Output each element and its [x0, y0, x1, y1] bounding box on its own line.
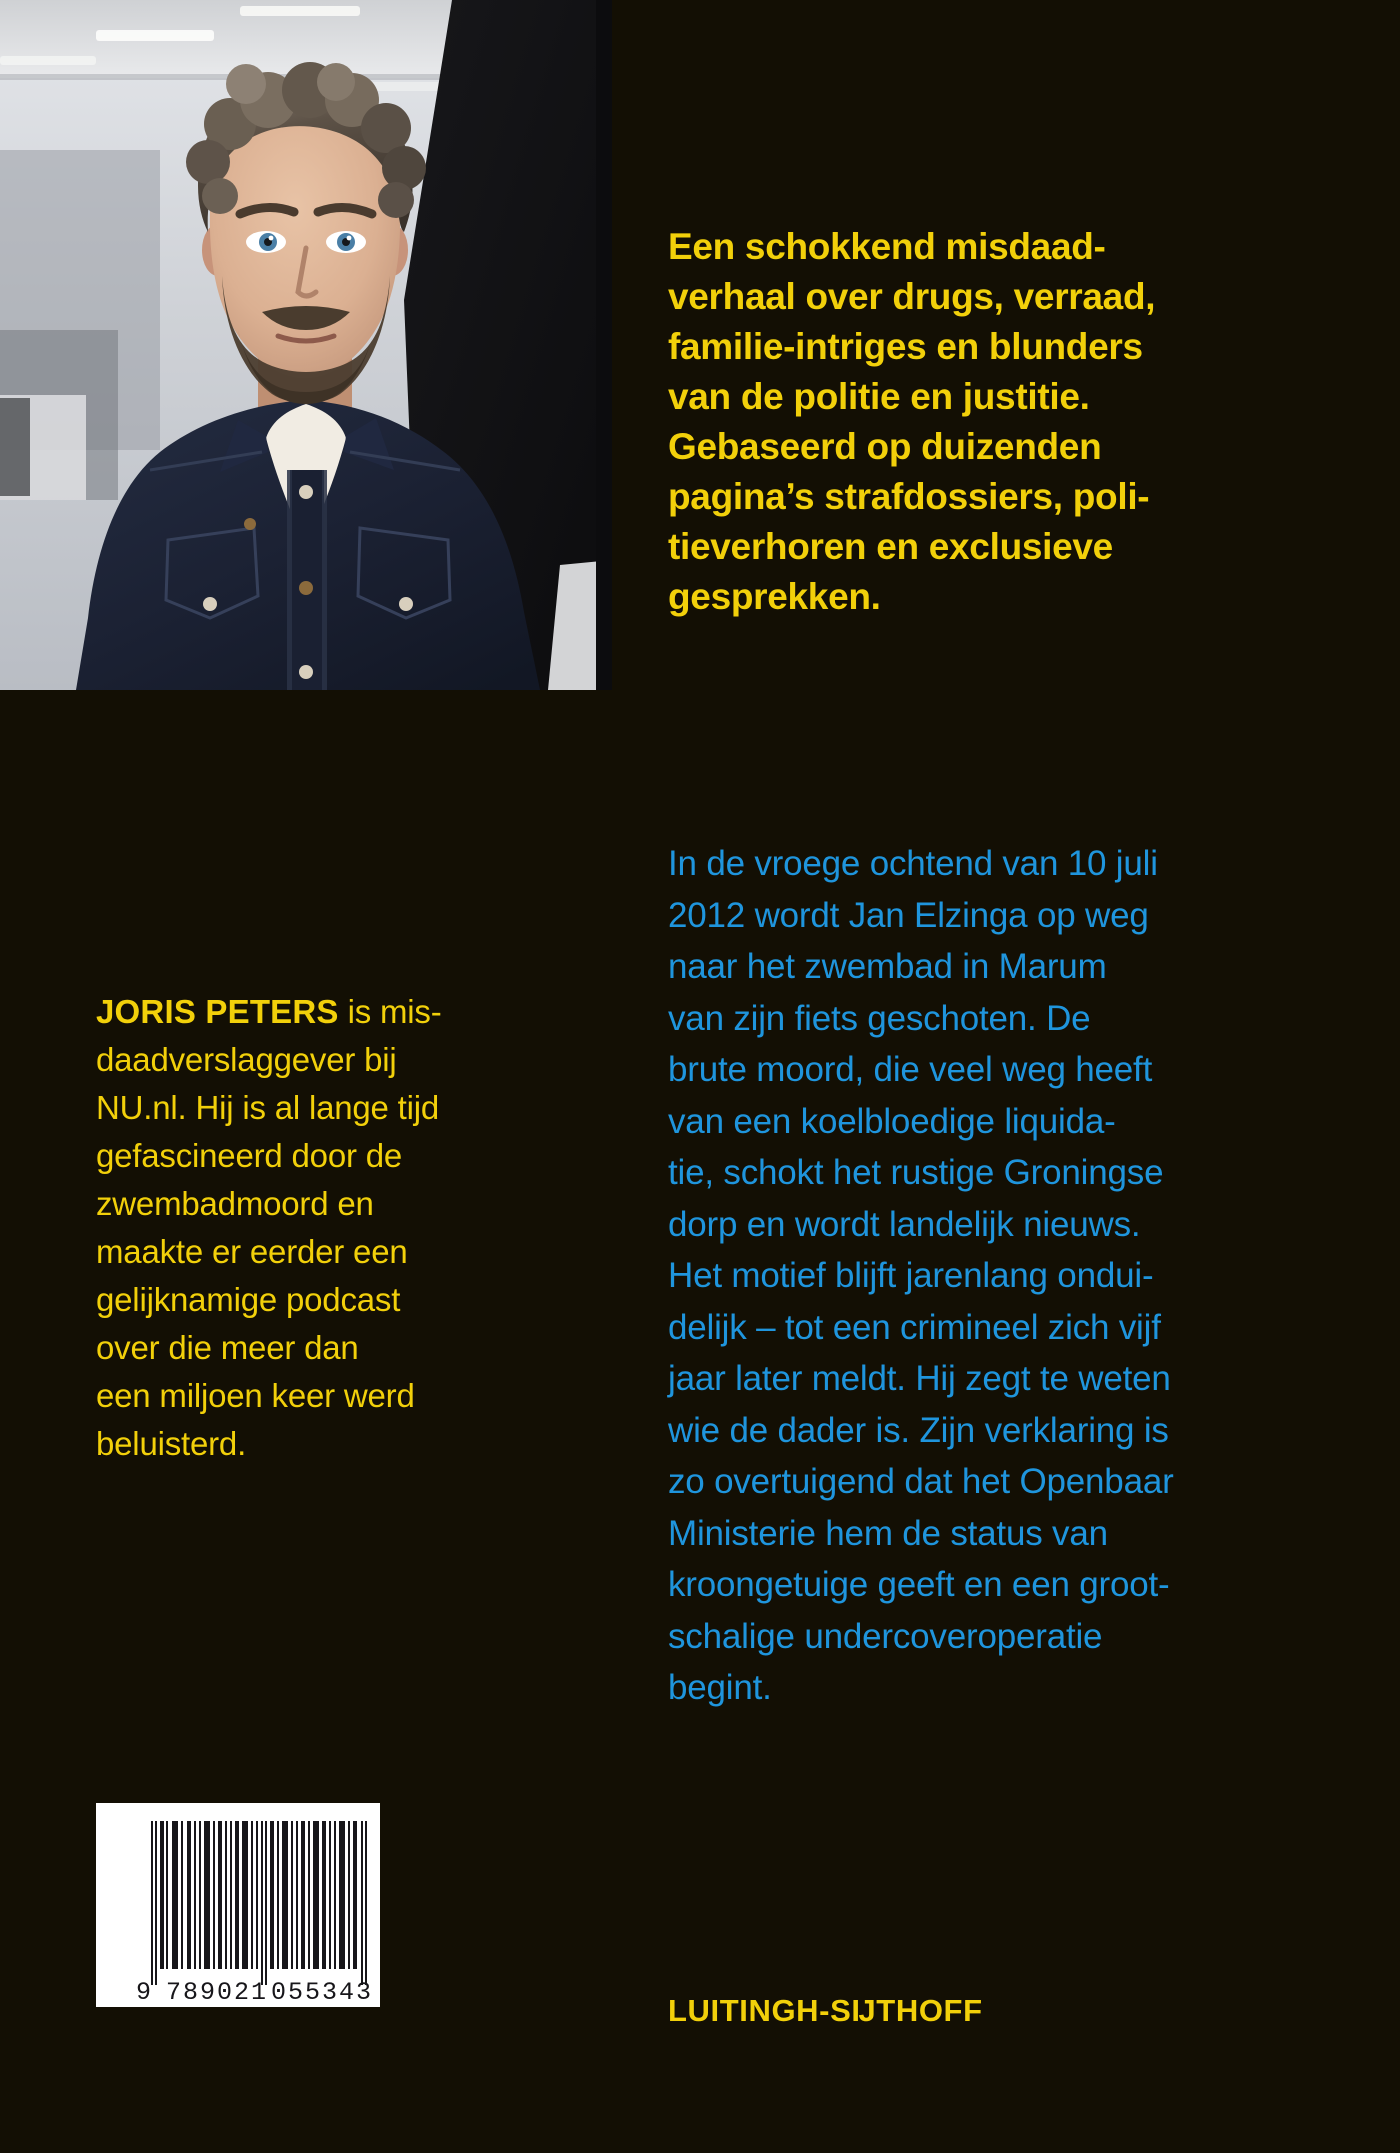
isbn-barcode: [96, 1803, 380, 2007]
bio-line: gefascineerd door de: [96, 1137, 403, 1174]
bio-line: NU.nl. Hij is al lange tijd: [96, 1089, 440, 1126]
bio-line: is mis-: [338, 993, 442, 1030]
bio-line: zwembadmoord en: [96, 1185, 374, 1222]
synopsis-line: brute moord, die veel weg heeft: [668, 1050, 1153, 1089]
blurb-text: [668, 222, 1268, 622]
blurb-line: familie-intriges en blunders: [668, 326, 1143, 367]
synopsis-line: begint.: [668, 1668, 772, 1707]
synopsis-line: Het motief blijft jarenlang ondui-: [668, 1256, 1154, 1295]
synopsis-line: dorp en wordt landelijk nieuws.: [668, 1204, 1141, 1244]
synopsis-line: schalige undercoveroperatie: [668, 1616, 1103, 1656]
synopsis-line: Ministerie hem de status van: [668, 1513, 1108, 1553]
bio-line: een miljoen keer werd: [96, 1377, 415, 1414]
synopsis-line: wie de dader is. Zijn verklaring is: [668, 1410, 1169, 1450]
blurb-line: van de politie en justitie.: [668, 376, 1090, 417]
blurb-line: gesprekken.: [668, 576, 881, 617]
barcode-lead-digit: 9: [136, 1978, 152, 2007]
synopsis-line: van een koelbloedige liquida-: [668, 1101, 1116, 1141]
author-photo: [0, 0, 612, 690]
author-photo-illustration: [0, 0, 612, 690]
author-name: JORIS PETERS: [96, 993, 339, 1030]
barcode-right-group: 055343: [271, 1978, 374, 2007]
synopsis-line: In de vroege ochtend van 10 juli: [668, 844, 1158, 883]
author-bio: [96, 988, 516, 1468]
blurb-line: tieverhoren en exclusieve: [668, 526, 1113, 567]
blurb-line: verhaal over drugs, verraad,: [668, 276, 1156, 317]
synopsis-line: naar het zwembad in Marum: [668, 947, 1107, 986]
barcode-graphic: [96, 1803, 380, 2007]
bio-line: daadverslaggever bij: [96, 1041, 397, 1078]
synopsis-line: tie, schokt het rustige Groningse: [668, 1153, 1164, 1192]
bio-line: beluisterd.: [96, 1425, 247, 1462]
publisher-logo: LUITINGH-SĲTHOFF: [668, 1993, 983, 2028]
blurb-line: Gebaseerd op duizenden: [668, 426, 1102, 467]
synopsis-line: van zijn fiets geschoten. De: [668, 998, 1091, 1038]
bio-line: over die meer dan: [96, 1329, 359, 1366]
blurb-line: Een schokkend misdaad-: [668, 226, 1106, 267]
synopsis-text: [668, 838, 1274, 1714]
bio-line-first: [96, 988, 516, 1036]
synopsis-line: zo overtuigend dat het Openbaar: [668, 1462, 1174, 1501]
bio-line: gelijknamige podcast: [96, 1281, 401, 1318]
bio-line: maakte er eerder een: [96, 1233, 408, 1270]
synopsis-line: jaar later meldt. Hij zegt te weten: [668, 1359, 1171, 1398]
blurb-line: pagina’s strafdossiers, poli-: [668, 476, 1150, 517]
barcode-left-group: 789021: [166, 1978, 269, 2007]
synopsis-line: kroongetuige geeft en een groot-: [668, 1565, 1170, 1604]
synopsis-line: 2012 wordt Jan Elzinga op weg: [668, 895, 1149, 935]
synopsis-line: delijk – tot een crimineel zich vijf: [668, 1307, 1161, 1347]
